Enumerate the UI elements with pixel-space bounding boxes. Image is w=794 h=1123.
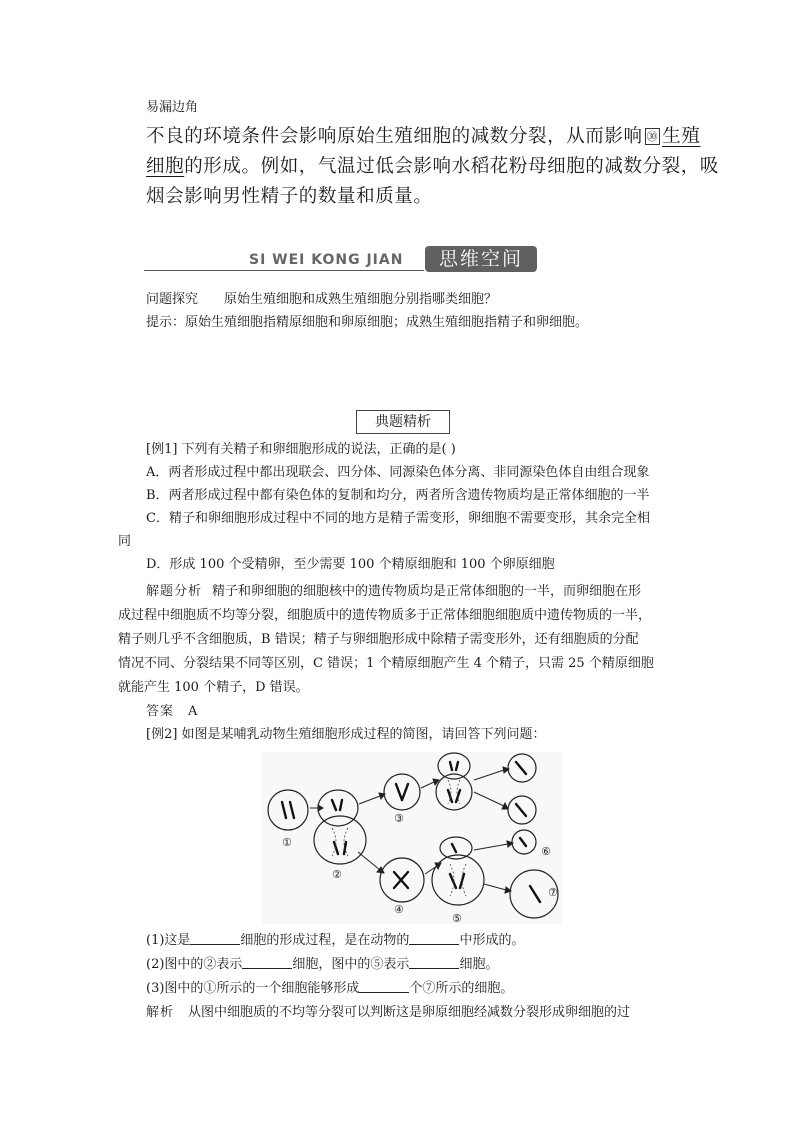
ex1-option-b: B．两者形成过程中都有染色体的复制和均分，两者所含遗传物质均是正常体细胞的一半	[146, 488, 650, 503]
answer-blank	[409, 956, 459, 969]
ex2-q2-part-c: 细胞。	[459, 957, 499, 972]
section-title: 典题精析	[356, 410, 450, 434]
banner-chinese: 思维空间	[425, 246, 537, 272]
tip-line-1-text: 不良的环境条件会影响原始生殖细胞的减数分裂，从而影响	[146, 126, 643, 147]
ex2-q2-part-b: 细胞，图中的⑤表示	[292, 957, 410, 972]
tip-underline-2: 细胞	[146, 156, 185, 177]
oogenesis-diagram	[262, 752, 562, 924]
ex2-q3-part-a: (3)图中的①所示的一个细胞能够形成	[146, 981, 360, 996]
label-2: ②	[332, 868, 342, 881]
label-1: ①	[282, 836, 292, 849]
ex1-analysis-line-5: 就能产生 100 个精子，D 错误。	[118, 680, 309, 695]
answer-blank	[242, 956, 292, 969]
ex1-option-c: C．精子和卵细胞形成过程中不同的地方是精子需变形，卵细胞不需要变形，其余完全相	[146, 511, 650, 526]
ex1-option-d: D．形成 100 个受精卵，至少需要 100 个精原细胞和 100 个卵原细胞	[146, 557, 555, 572]
ex1-analysis-line-1	[146, 581, 641, 603]
ex1-answer	[146, 701, 197, 723]
ex1-analysis-line-2: 成过程中细胞质不均等分裂，细胞质中的遗传物质多于正常体细胞细胞质中遗传物质的一半，	[118, 608, 652, 623]
ex1-stem: [例1] 下列有关精子和卵细胞形成的说法，正确的是( )	[146, 442, 456, 457]
ex1-answer-value: A	[188, 704, 198, 719]
inquiry-label: 问题探究	[146, 292, 199, 307]
ex2-q2-part-a: (2)图中的②表示	[146, 957, 243, 972]
ex1-analysis-label: 解题分析	[146, 584, 203, 599]
tip-line-1	[146, 122, 700, 152]
banner-english: SI WEI KONG JIAN	[249, 252, 404, 268]
ex2-analysis	[146, 1002, 630, 1024]
cell-upper-top	[438, 753, 470, 779]
label-7: ⑦	[548, 886, 558, 899]
marker-30: ㉚	[646, 130, 659, 143]
cell-1	[268, 790, 308, 830]
tip-title: 易漏边角	[146, 100, 199, 115]
ex1-answer-label: 答案	[146, 704, 175, 719]
ex1-option-a: A．两者形成过程中都出现联会、四分体、同源染色体分离、非同源染色体自由组合现象	[146, 465, 650, 480]
banner-rule	[144, 270, 424, 271]
answer-blank	[409, 932, 459, 945]
ex1-analysis-text-1: 精子和卵细胞的细胞核中的遗传物质均是正常体细胞的一半，而卵细胞在形	[212, 584, 642, 599]
ex2-q3	[146, 978, 513, 1000]
inquiry-line	[146, 289, 497, 311]
label-5: ⑤	[452, 912, 462, 924]
ex2-stem: [例2] 如图是某哺乳动物生殖细胞形成过程的简图，请回答下列问题：	[146, 727, 546, 742]
tip-line-3: 烟会影响男性精子的数量和质量。	[146, 186, 433, 207]
tip-underline-1: 生殖	[662, 126, 701, 147]
inquiry-hint: 提示：原始生殖细胞指精原细胞和卵原细胞；成熟生殖细胞指精子和卵细胞。	[146, 315, 589, 330]
cell-5-top	[440, 837, 472, 859]
label-3: ③	[394, 812, 404, 825]
ex2-analysis-text: 从图中细胞质的不均等分裂可以判断这是卵原细胞经减数分裂形成卵细胞的过	[188, 1005, 631, 1020]
answer-blank	[359, 980, 409, 993]
ex2-q1-part-a: (1)这是	[146, 933, 191, 948]
ex2-analysis-label: 解析	[146, 1005, 175, 1020]
ex1-analysis-line-3: 精子则几乎不含细胞质，B 错误；精子与卵细胞形成中除精子需变形外，还有细胞质的分配	[118, 632, 639, 647]
ex1-analysis-line-4: 情况不同、分裂结果不同等区别，C 错误；1 个精原细胞产生 4 个精子，只需 25 个精原细胞	[118, 656, 654, 671]
ex2-q1	[146, 930, 524, 952]
ex2-q2	[146, 954, 498, 976]
answer-blank	[190, 932, 240, 945]
ex2-q1-part-b: 细胞的形成过程，是在动物的	[240, 933, 410, 948]
tip-line-2-text: 的形成。例如，气温过低会影响水稻花粉母细胞的减数分裂，吸	[184, 156, 720, 177]
label-6: ⑥	[541, 845, 551, 858]
tip-line-2	[146, 152, 719, 182]
cell-2-bottom	[314, 816, 366, 864]
ex2-q3-part-b: 个⑦所示的细胞。	[409, 981, 514, 996]
ex1-option-c-cont: 同	[118, 534, 132, 549]
inquiry-question: 原始生殖细胞和成熟生殖细胞分别指哪类细胞？	[224, 292, 498, 307]
label-4: ④	[394, 903, 404, 916]
cell-3	[384, 774, 420, 810]
ex2-q1-part-c: 中形成的。	[459, 933, 525, 948]
